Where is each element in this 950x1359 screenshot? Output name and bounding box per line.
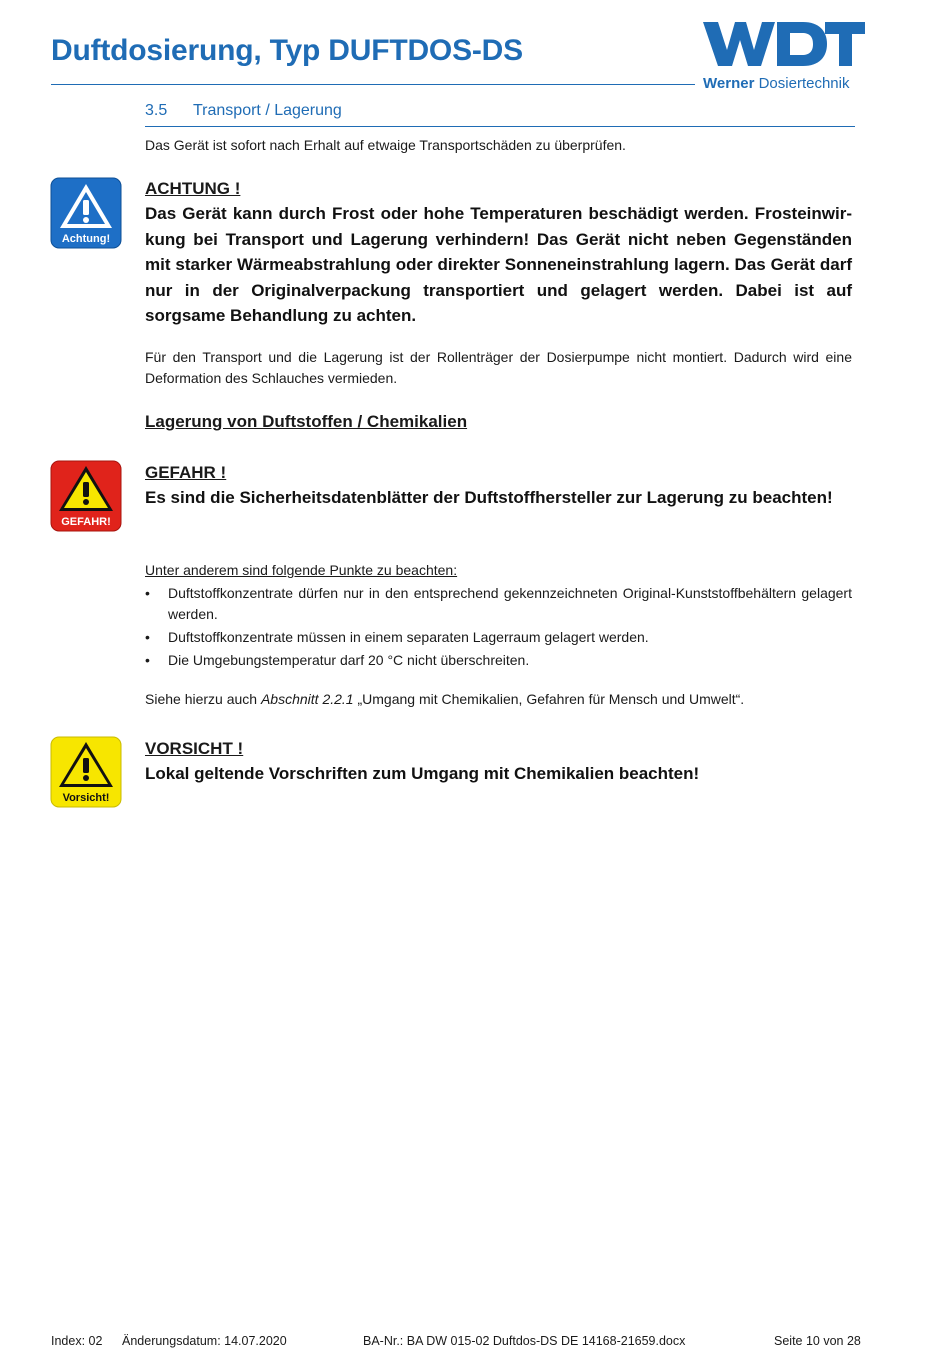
gefahr-warning-icon — [50, 460, 122, 532]
footer-page: Seite 10 von 28 — [774, 1334, 861, 1348]
list-item: • Duftstoffkonzentrate müssen in einem separaten Lagerraum gelagert werden. — [145, 627, 852, 648]
company-logo — [703, 20, 865, 98]
achtung-text: Das Gerät kann durch Frost oder hohe Temperaturen beschädigt werden. Frosteinwirkung bei Transport und Lagerung verhindern! Das Gerät nicht neben Gegenständen mit starker Wärmeabstrahlung oder direkter Sonneneinstrahlung lagern. Das Gerät darf nur in der Originalverpackung transportiert und gelagert werden. Dabei ist auf sorgsame Behandlung zu achten. — [145, 204, 852, 325]
reference-text: Siehe hierzu auch Abschnitt 2.2.1 „Umgang mit Chemikalien, Gefahren für Mensch und Umwelt“. — [145, 691, 745, 707]
gefahr-heading: GEFAHR ! — [145, 463, 227, 482]
svg-text:GEFAHR!: GEFAHR! — [61, 516, 111, 528]
bullet: • — [145, 629, 150, 645]
svg-text:Achtung!: Achtung! — [61, 233, 111, 245]
footer-doc-number: BA-Nr.: BA DW 015-02 Duftdos-DS DE 14168-21659.docx — [363, 1334, 686, 1348]
vorsicht-warning-icon — [50, 736, 122, 808]
bullet: • — [145, 585, 150, 601]
transport-note: Für den Transport und die Lagerung ist der Rollenträger der Dosierpumpe nicht montiert. Dadurch wird eine Deformation des Schlauches vermieden. — [145, 349, 852, 386]
list-item: • Die Umgebungstemperatur darf 20 °C nicht überschreiten. — [145, 650, 852, 671]
vorsicht-text: Lokal geltende Vorschriften zum Umgang mit Chemikalien beachten! — [145, 764, 700, 783]
bullet: • — [145, 652, 150, 668]
list-item: • Duftstoffkonzentrate dürfen nur in den entsprechend gekennzeichneten Original-Kunststoffbehältern gelagert werden. — [145, 585, 852, 622]
section-intro: Das Gerät ist sofort nach Erhalt auf etwaige Transportschäden zu überprüfen. — [145, 137, 626, 153]
gefahr-text: Es sind die Sicherheitsdatenblätter der Duftstoffhersteller zur Lagerung zu beachten! — [145, 488, 833, 507]
achtung-heading: ACHTUNG ! — [145, 179, 241, 198]
footer-date: Änderungsdatum: 14.07.2020 — [122, 1334, 287, 1348]
header-rule — [51, 84, 695, 85]
footer-index: Index: 02 — [51, 1334, 103, 1348]
storage-heading: Lagerung von Duftstoffen / Chemikalien — [145, 412, 468, 431]
points-list — [145, 583, 852, 673]
achtung-warning-icon — [50, 177, 122, 249]
svg-text:Vorsicht!: Vorsicht! — [62, 792, 110, 804]
points-intro: Unter anderem sind folgende Punkte zu beachten: — [145, 562, 458, 578]
reference-section-link: Abschnitt 2.2.1 — [260, 691, 354, 707]
logo-brand-text: Werner Dosiertechnik — [703, 75, 850, 92]
wdt-logo-mark — [703, 20, 865, 68]
section-title: Transport / Lagerung — [193, 102, 342, 119]
section-number: 3.5 — [145, 102, 168, 119]
document-title: Duftdosierung, Typ DUFTDOS-DS — [51, 34, 523, 67]
section-heading — [145, 102, 855, 127]
vorsicht-heading: VORSICHT ! — [145, 739, 244, 758]
